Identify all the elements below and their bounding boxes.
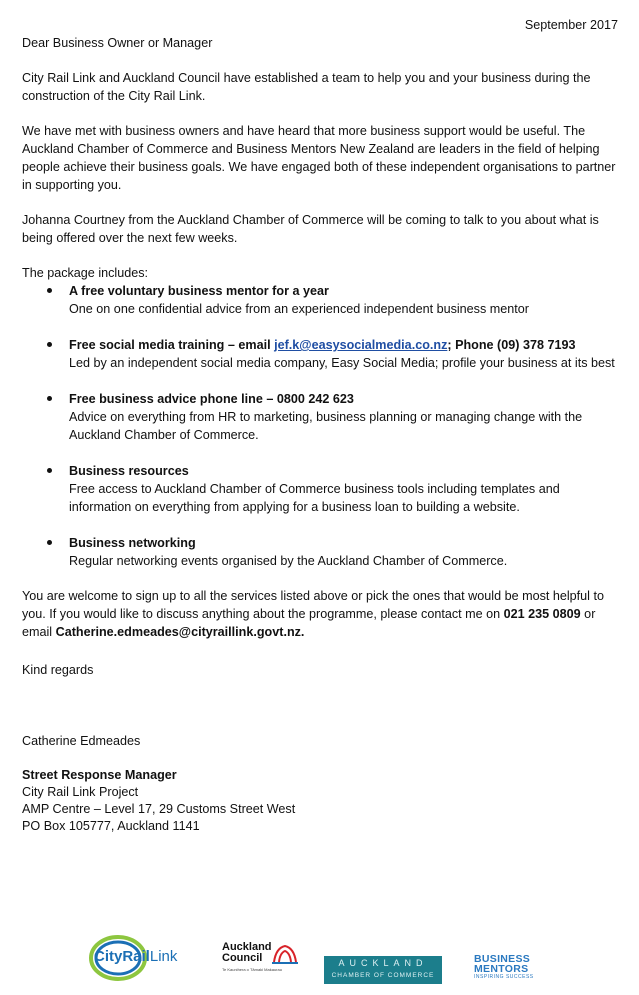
signature-name: Catherine Edmeades bbox=[22, 734, 141, 748]
list-item bbox=[22, 462, 618, 516]
letter bbox=[22, 16, 618, 835]
pohutukawa-icon bbox=[270, 942, 300, 964]
signature-org: City Rail Link Project bbox=[22, 785, 139, 799]
crl-city-text: City bbox=[94, 948, 123, 965]
bullet-icon bbox=[47, 468, 52, 473]
signature-address-line1: AMP Centre – Level 17, 29 Customs Street West bbox=[22, 802, 296, 816]
item-title: Business networking bbox=[69, 536, 196, 550]
list-item bbox=[22, 282, 618, 318]
list-item bbox=[22, 390, 618, 444]
crl-rail-text: Rail bbox=[122, 948, 150, 965]
item-desc: Led by an independent social media company, Easy Social Media; profile your business at its best bbox=[69, 356, 615, 370]
list-item bbox=[22, 336, 618, 372]
signature-address-line2: PO Box 105777, Auckland 1141 bbox=[22, 819, 200, 833]
item-desc: Regular networking events organised by the Auckland Chamber of Commerce. bbox=[69, 554, 508, 568]
closing-paragraph bbox=[22, 587, 618, 641]
package-intro: The package includes: bbox=[22, 266, 149, 280]
bm-line2: MENTORS bbox=[474, 963, 529, 975]
item-title-prefix: Free social media training – email bbox=[69, 338, 275, 352]
bm-line1: BUSINESS bbox=[474, 953, 531, 965]
closing-phone: 021 235 0809 bbox=[503, 607, 581, 621]
bullet-icon bbox=[47, 396, 52, 401]
salutation: Dear Business Owner or Manager bbox=[22, 36, 213, 50]
item-title-suffix: ; Phone (09) 378 7193 bbox=[447, 338, 576, 352]
paragraph-visit: Johanna Courtney from the Auckland Chamber of Commerce will be coming to talk to you about what is being offered over the next few weeks. bbox=[22, 213, 599, 245]
item-title: Business resources bbox=[69, 464, 189, 478]
auckland-council-logo bbox=[222, 942, 300, 982]
acc-line2: CHAMBER OF COMMERCE bbox=[331, 972, 435, 979]
partner-logos bbox=[0, 930, 639, 990]
package-list bbox=[22, 282, 618, 570]
bullet-icon bbox=[47, 342, 52, 347]
crl-link-text: Link bbox=[149, 948, 178, 965]
item-title bbox=[69, 336, 618, 354]
ac-line2: Council bbox=[222, 952, 263, 964]
closing-text: You are welcome to sign up to all the services listed above or pick the ones that would be most helpful to you. If you would like to discuss anything about the programme, please contact me on bbox=[22, 589, 604, 621]
signature-title: Street Response Manager bbox=[22, 768, 177, 782]
letter-date: September 2017 bbox=[524, 18, 618, 32]
closing-mid: or email bbox=[22, 607, 596, 639]
item-desc: Advice on everything from HR to marketing, business planning or managing change with the Auckland Chamber of Commerce. bbox=[69, 410, 583, 442]
ac-tagline: Te Kaunihera o Tāmaki Makaurau bbox=[222, 967, 282, 972]
acc-line1: AUCKLAND bbox=[338, 958, 428, 968]
list-item bbox=[22, 534, 618, 570]
closing-email: Catherine.edmeades@cityraillink.govt.nz. bbox=[55, 625, 305, 639]
business-mentors-logo bbox=[474, 954, 554, 984]
paragraph-engagement: We have met with business owners and have heard that more business support would be useful. The Auckland Chamber of Commerce and Business Mentors New Zealand are leaders in the field of helping people achieve their business goals. We have engaged both of these independent organisations to partner in supporting you. bbox=[22, 124, 616, 192]
bullet-icon bbox=[47, 288, 52, 293]
signature-block bbox=[22, 767, 618, 835]
item-title: A free voluntary business mentor for a year bbox=[69, 284, 329, 298]
ac-line1: Auckland bbox=[222, 941, 272, 953]
bm-tagline: INSPIRING SUCCESS bbox=[474, 974, 534, 980]
social-media-email-link[interactable]: jef.k@easysocialmedia.co.nz bbox=[274, 338, 448, 352]
paragraph-intro: City Rail Link and Auckland Council have established a team to help you and your business during the construction of the City Rail Link. bbox=[22, 71, 591, 103]
auckland-chamber-logo bbox=[324, 956, 442, 984]
city-rail-link-logo bbox=[88, 932, 192, 984]
auckland-council-wordmark bbox=[222, 942, 272, 964]
city-rail-link-wordmark bbox=[94, 948, 177, 966]
bullet-icon bbox=[47, 540, 52, 545]
item-desc: One on one confidential advice from an experienced independent business mentor bbox=[69, 302, 529, 316]
item-desc: Free access to Auckland Chamber of Commerce business tools including templates and information on everything from applying for a business loan to building a website. bbox=[69, 482, 560, 514]
sign-off: Kind regards bbox=[22, 663, 94, 677]
item-title: Free business advice phone line – 0800 242 623 bbox=[69, 392, 354, 406]
